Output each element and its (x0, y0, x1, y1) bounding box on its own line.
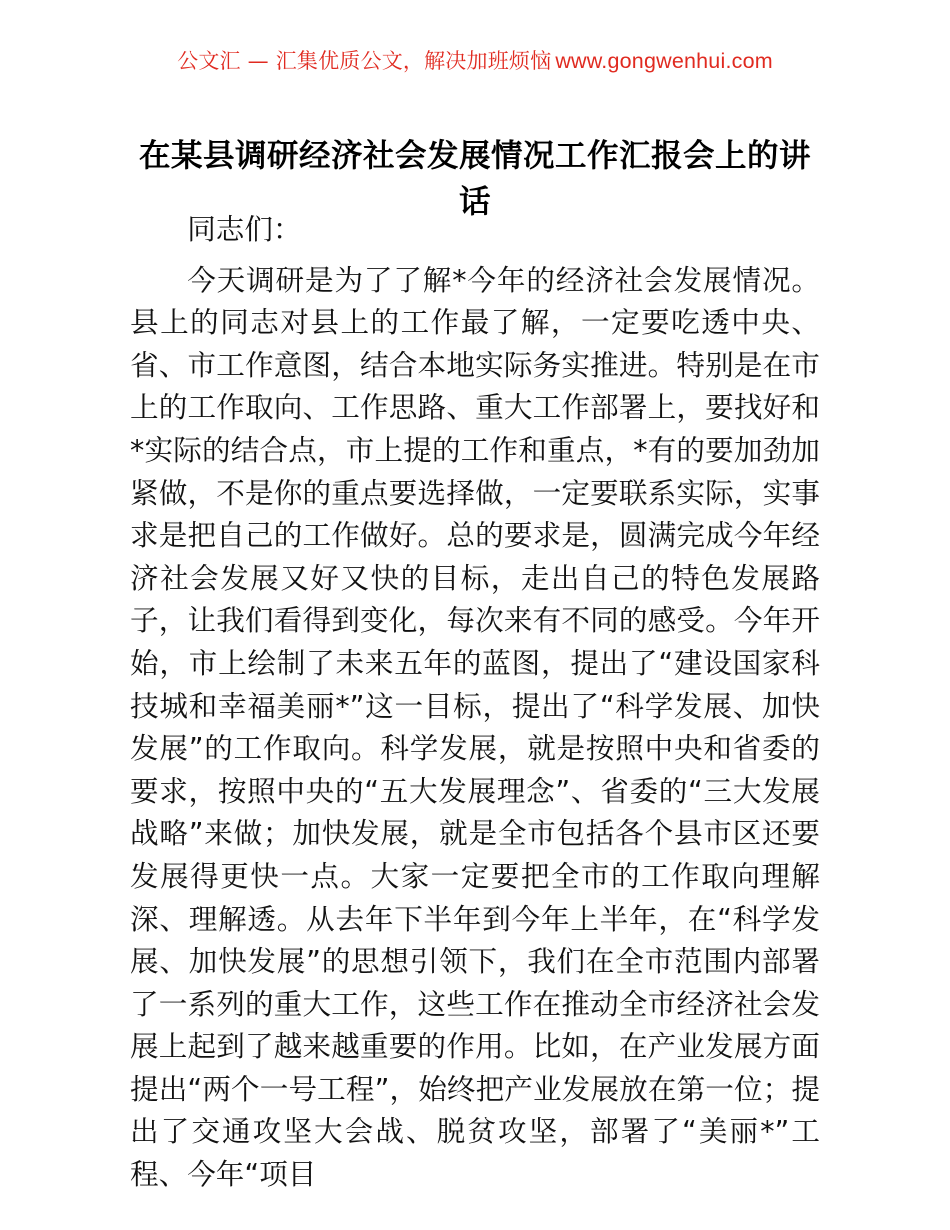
document-body (130, 208, 820, 1196)
watermark-chinese-text: 公文汇 — 汇集优质公文，解决加班烦恼 (177, 49, 552, 73)
watermark-header (0, 46, 950, 76)
page-title: 在某县调研经济社会发展情况工作汇报会上的讲话 (138, 138, 811, 221)
salutation: 同志们： (187, 212, 302, 246)
body-paragraph: 今天调研是为了了解*今年的经济社会发展情况。县上的同志对县上的工作最了解，一定要吃透中央、省、市工作意图，结合本地实际务实推进。特别是在市上的工作取向、工作思路、重大工作部署上，要找好和*实际的结合点，市上提的工作和重点，*有的要加劲加紧做，不是你的重点要选择做，一定要联系实际，实事求是把自己的工作做好。总的要求是，圆满完成今年经济社会发展又好又快的目标，走出自己的特色发展路子，让我们看得到变化，每次来有不同的感受。今年开始，市上绘制了未来五年的蓝图，提出了“建设国家科技城和幸福美丽*”这一目标，提出了“科学发展、加快发展”的工作取向。科学发展，就是按照中央和省委的要求，按照中央的“五大发展理念”、省委的“三大发展战略”来做；加快发展，就是全市包括各个县市区还要发展得更快一点。大家一定要把全市的工作取向理解深、理解透。从去年下半年到今年上半年，在“科学发展、加快发展”的思想引领下，我们在全市范围内部署了一系列的重大工作，这些工作在推动全市经济社会发展上起到了越来越重要的作用。比如，在产业发展方面提出“两个一号工程”，始终把产业发展放在第一位；提出了交通攻坚大会战、脱贫攻坚，部署了“美丽*”工程、今年“项目 (130, 262, 820, 1192)
watermark-url-text: www.gongwenhui.com (555, 49, 773, 73)
